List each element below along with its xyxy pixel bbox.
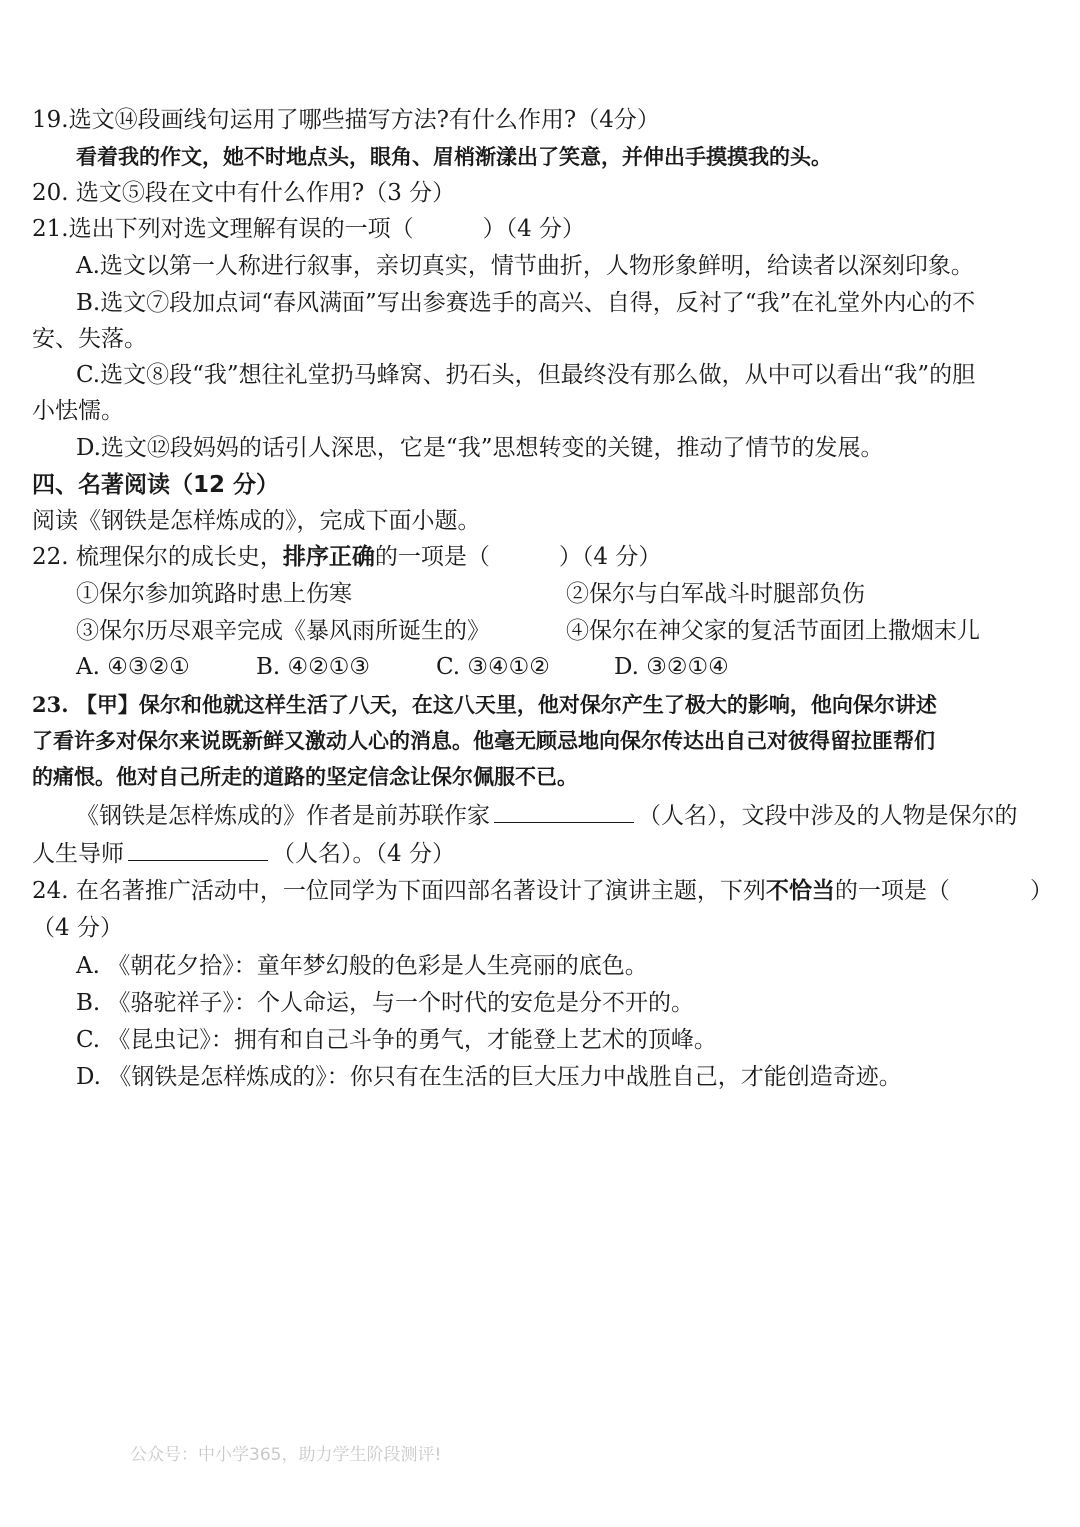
q21-option-b-line2: 安、失落。 [32,326,147,352]
q21-option-c-line2: 小怯懦。 [32,398,124,424]
mentor-blank[interactable] [128,838,268,861]
q22-option-b: B. ④②①③ [256,654,371,680]
q23-fill-line2-pre: 人生导师 [32,841,124,867]
q20-question: 20. 选文⑤段在文中有什么作用?（3 分） [32,180,456,206]
q24-option-c: C. 《昆虫记》：拥有和自己斗争的勇气，才能登上艺术的顶峰。 [76,1027,717,1053]
q22-option-c: C. ③④①② [436,654,550,680]
q21-option-d: D.选文⑫段妈妈的话引人深思，它是“我”思想转变的关键，推动了情节的发展。 [76,435,884,461]
q22-option-a: A. ④③②① [76,654,190,680]
q23-passage-line1: 23. 【甲】保尔和他就这样生活了八天，在这八天里，他对保尔产生了极大的影响，他向保尔讲述 [32,692,937,717]
q22-item-3: ③保尔历尽艰辛完成《暴风雨所诞生的》 [76,618,490,644]
q24-score: （4 分） [32,915,123,941]
q23-fill-line2-post: （人名）。（4 分） [272,841,455,867]
q22-item-1: ①保尔参加筑路时患上伤寒 [76,581,352,607]
q21-question: 21.选出下列对选文理解有误的一项（ ）（4 分） [32,216,586,242]
q21-option-c-line1: C.选文⑧段“我”想往礼堂扔马蜂窝、扔石头，但最终没有那么做，从中可以看出“我”的胆 [76,362,976,388]
q19-question: 19.选文⑭段画线句运用了哪些描写方法?有什么作用?（4分） [32,107,660,133]
q23-fill-line2 [32,838,455,870]
q23-fill-line1 [76,800,1018,832]
section-intro: 阅读《钢铁是怎样炼成的》，完成下面小题。 [32,508,481,534]
q22-question-pre: 22. 梳理保尔的成长史， [32,544,283,570]
q22-item-4: ④保尔在神父家的复活节面团上撒烟末儿 [566,618,980,644]
q23-passage-line3: 的痛恨。他对自己所走的道路的坚定信念让保尔佩服不已。 [32,764,578,789]
q23-fill-line1-pre: 《钢铁是怎样炼成的》作者是前苏联作家 [76,803,490,829]
q22-question-emphasis: 排序正确 [282,543,375,570]
q22-question [32,541,661,573]
q24-option-a: A. 《朝花夕拾》：童年梦幻般的色彩是人生亮丽的底色。 [76,953,648,979]
q23-passage-line2: 了看许多对保尔来说既新鲜又激动人心的消息。他毫无顾忌地向保尔传达出自己对彼得留拉匪帮们 [32,728,935,753]
q24-answer-paren: ） [1030,878,1053,904]
q24-option-d: D. 《钢铁是怎样炼成的》：你只有在生活的巨大压力中战胜自己，才能创造奇迹。 [76,1064,902,1090]
q22-item-2: ②保尔与白军战斗时腿部负伤 [566,581,865,607]
author-blank[interactable] [494,800,634,823]
q24-question-post: 的一项是（ [834,878,950,904]
q22-question-post: 的一项是（ ）（4 分） [374,544,662,570]
q22-option-d: D. ③②①④ [614,654,729,680]
q24-question-pre: 24. 在名著推广活动中，一位同学为下面四部名著设计了演讲主题，下列 [32,878,766,904]
q23-fill-line1-post: （人名），文段中涉及的人物是保尔的 [638,803,1018,829]
q24-question-emphasis: 不恰当 [765,877,835,904]
q19-quote: 看着我的作文，她不时地点头，眼角、眉梢渐漾出了笑意，并伸出手摸摸我的头。 [76,144,832,169]
q24-question [32,875,950,907]
q24-option-b: B. 《骆驼祥子》：个人命运，与一个时代的安危是分不开的。 [76,990,695,1016]
q21-option-a: A.选文以第一人称进行叙事，亲切真实，情节曲折，人物形象鲜明，给读者以深刻印象。 [76,253,974,279]
section-title: 四、名著阅读（12 分） [32,472,280,498]
footer-watermark: 公众号：中小学365，助力学生阶段测评! [130,1445,442,1465]
q21-option-b-line1: B.选文⑦段加点词“春风满面”写出参赛选手的高兴、自得，反衬了“我”在礼堂外内心的不 [76,290,976,316]
